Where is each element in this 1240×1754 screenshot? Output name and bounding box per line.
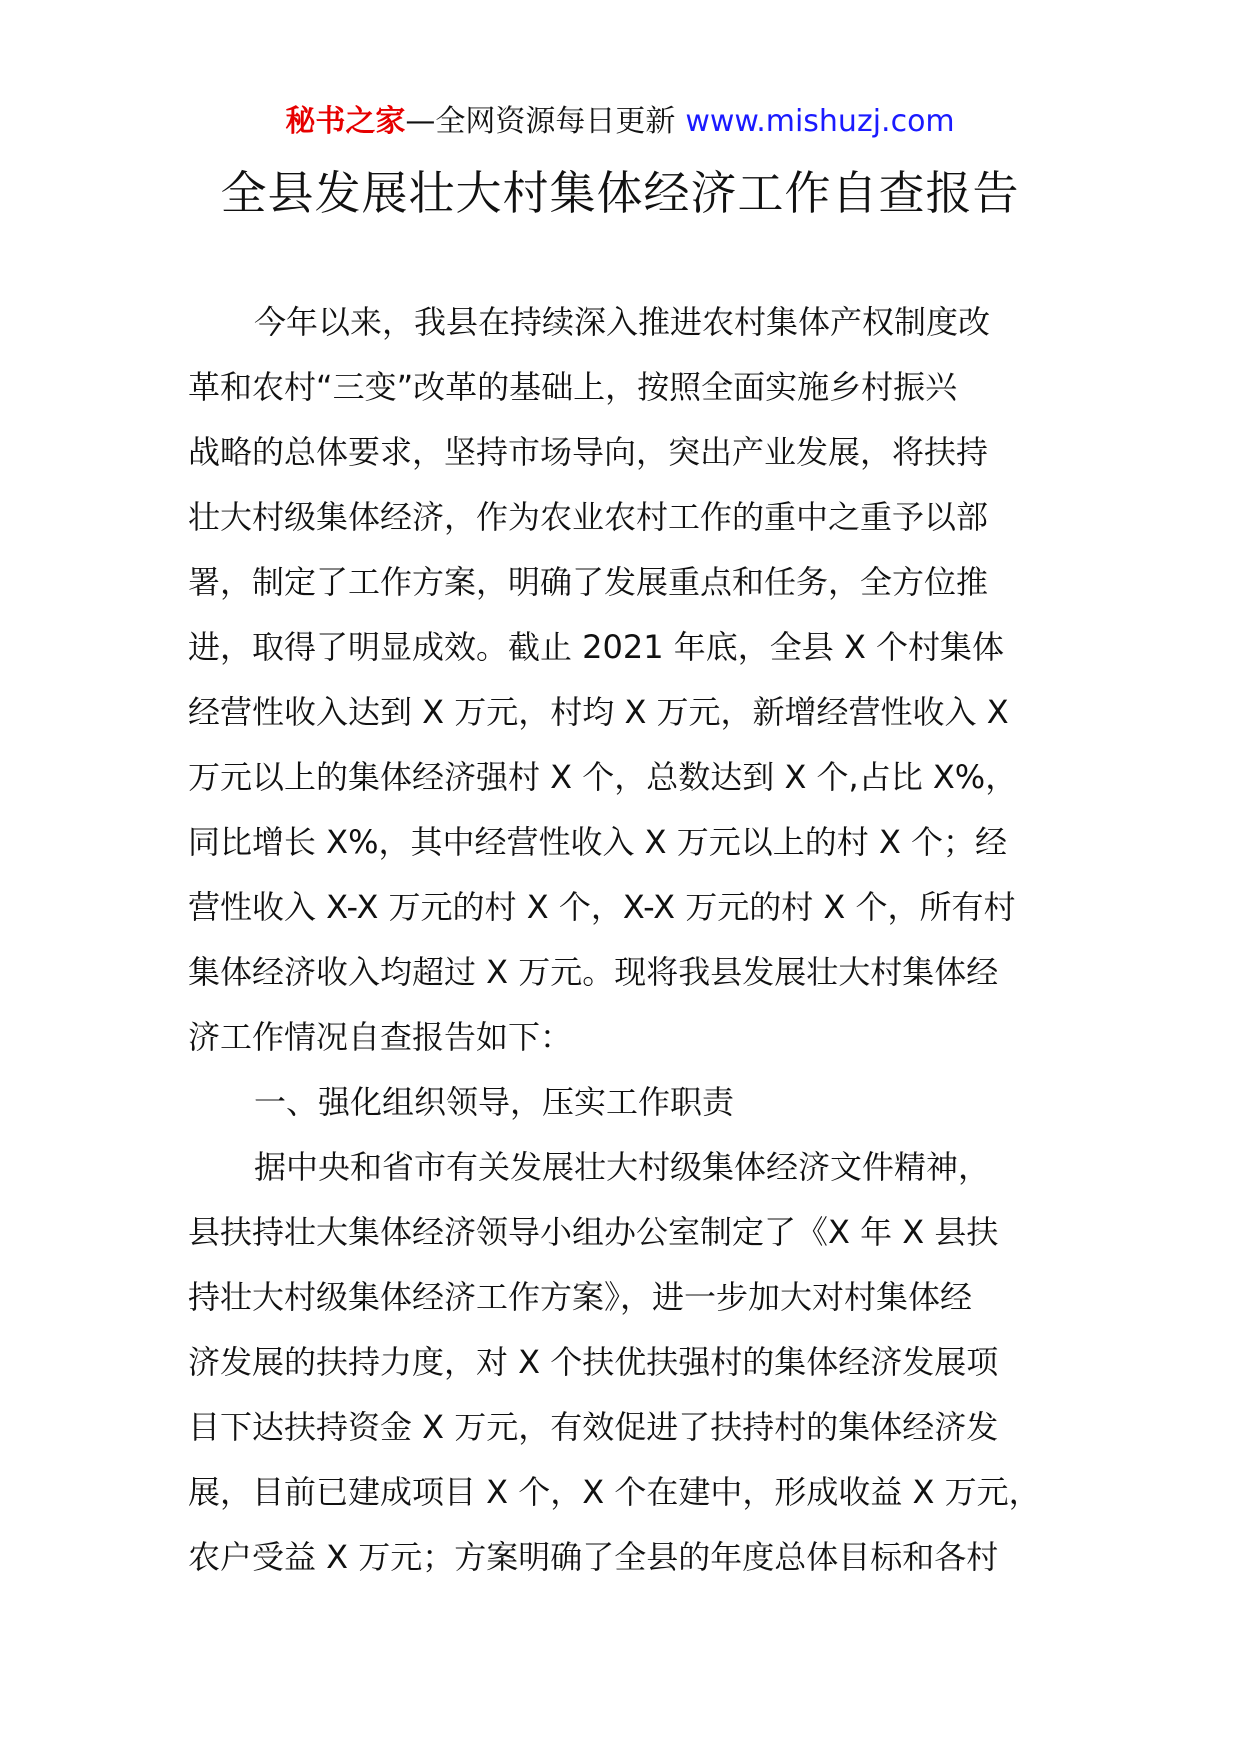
document-title: 全县发展壮大村集体经济工作自查报告 xyxy=(220,166,1020,220)
text-line: 农户受益 X 万元；方案明确了全县的年度总体目标和各村 xyxy=(188,1538,999,1576)
site-url[interactable]: www.mishuzj.com xyxy=(685,104,955,139)
text-line: 营性收入 X-X 万元的村 X 个，X-X 万元的村 X 个，所有村 xyxy=(188,888,1016,926)
text-line: 展，目前已建成项目 X 个，X 个在建中，形成收益 X 万元， xyxy=(188,1473,1041,1511)
text-line: 持壮大村级集体经济工作方案》，进一步加大对村集体经 xyxy=(188,1278,973,1316)
text-line: 经营性收入达到 X 万元，村均 X 万元，新增经营性收入 X xyxy=(188,693,1009,731)
text-line: 壮大村级集体经济，作为农业农村工作的重中之重予以部 xyxy=(188,498,989,536)
site-header xyxy=(0,100,1240,144)
text-line: 万元以上的集体经济强村 X 个，总数达到 X 个,占比 X%， xyxy=(188,758,1018,796)
document-body xyxy=(188,290,1050,1590)
text-line: 战略的总体要求，坚持市场导向，突出产业发展，将扶持 xyxy=(188,433,989,471)
text-line: 据中央和省市有关发展壮大村级集体经济文件精神， xyxy=(254,1148,991,1186)
text-line: 署，制定了工作方案，明确了发展重点和任务，全方位推 xyxy=(188,563,989,601)
text-line: 革和农村“三变”改革的基础上，按照全面实施乡村振兴 xyxy=(188,368,958,406)
section-heading: 一、强化组织领导，压实工作职责 xyxy=(254,1083,735,1121)
text-line: 同比增长 X%，其中经营性收入 X 万元以上的村 X 个；经 xyxy=(188,823,1008,861)
brand-name: 秘书之家 xyxy=(285,104,406,139)
text-line: 济发展的扶持力度，对 X 个扶优扶强村的集体经济发展项 xyxy=(188,1343,999,1381)
text-line: 目下达扶持资金 X 万元，有效促进了扶持村的集体经济发 xyxy=(188,1408,999,1446)
text-line: 县扶持壮大集体经济领导小组办公室制定了《X 年 X 县扶 xyxy=(188,1213,999,1251)
text-line: 集体经济收入均超过 X 万元。现将我县发展壮大村集体经 xyxy=(188,953,999,991)
text-line: 济工作情况自查报告如下： xyxy=(188,1018,573,1056)
header-tagline: —全网资源每日更新 xyxy=(405,104,676,139)
text-line: 今年以来，我县在持续深入推进农村集体产权制度改 xyxy=(254,303,991,341)
text-line: 进，取得了明显成效。截止 2021 年底，全县 X 个村集体 xyxy=(188,628,1005,666)
